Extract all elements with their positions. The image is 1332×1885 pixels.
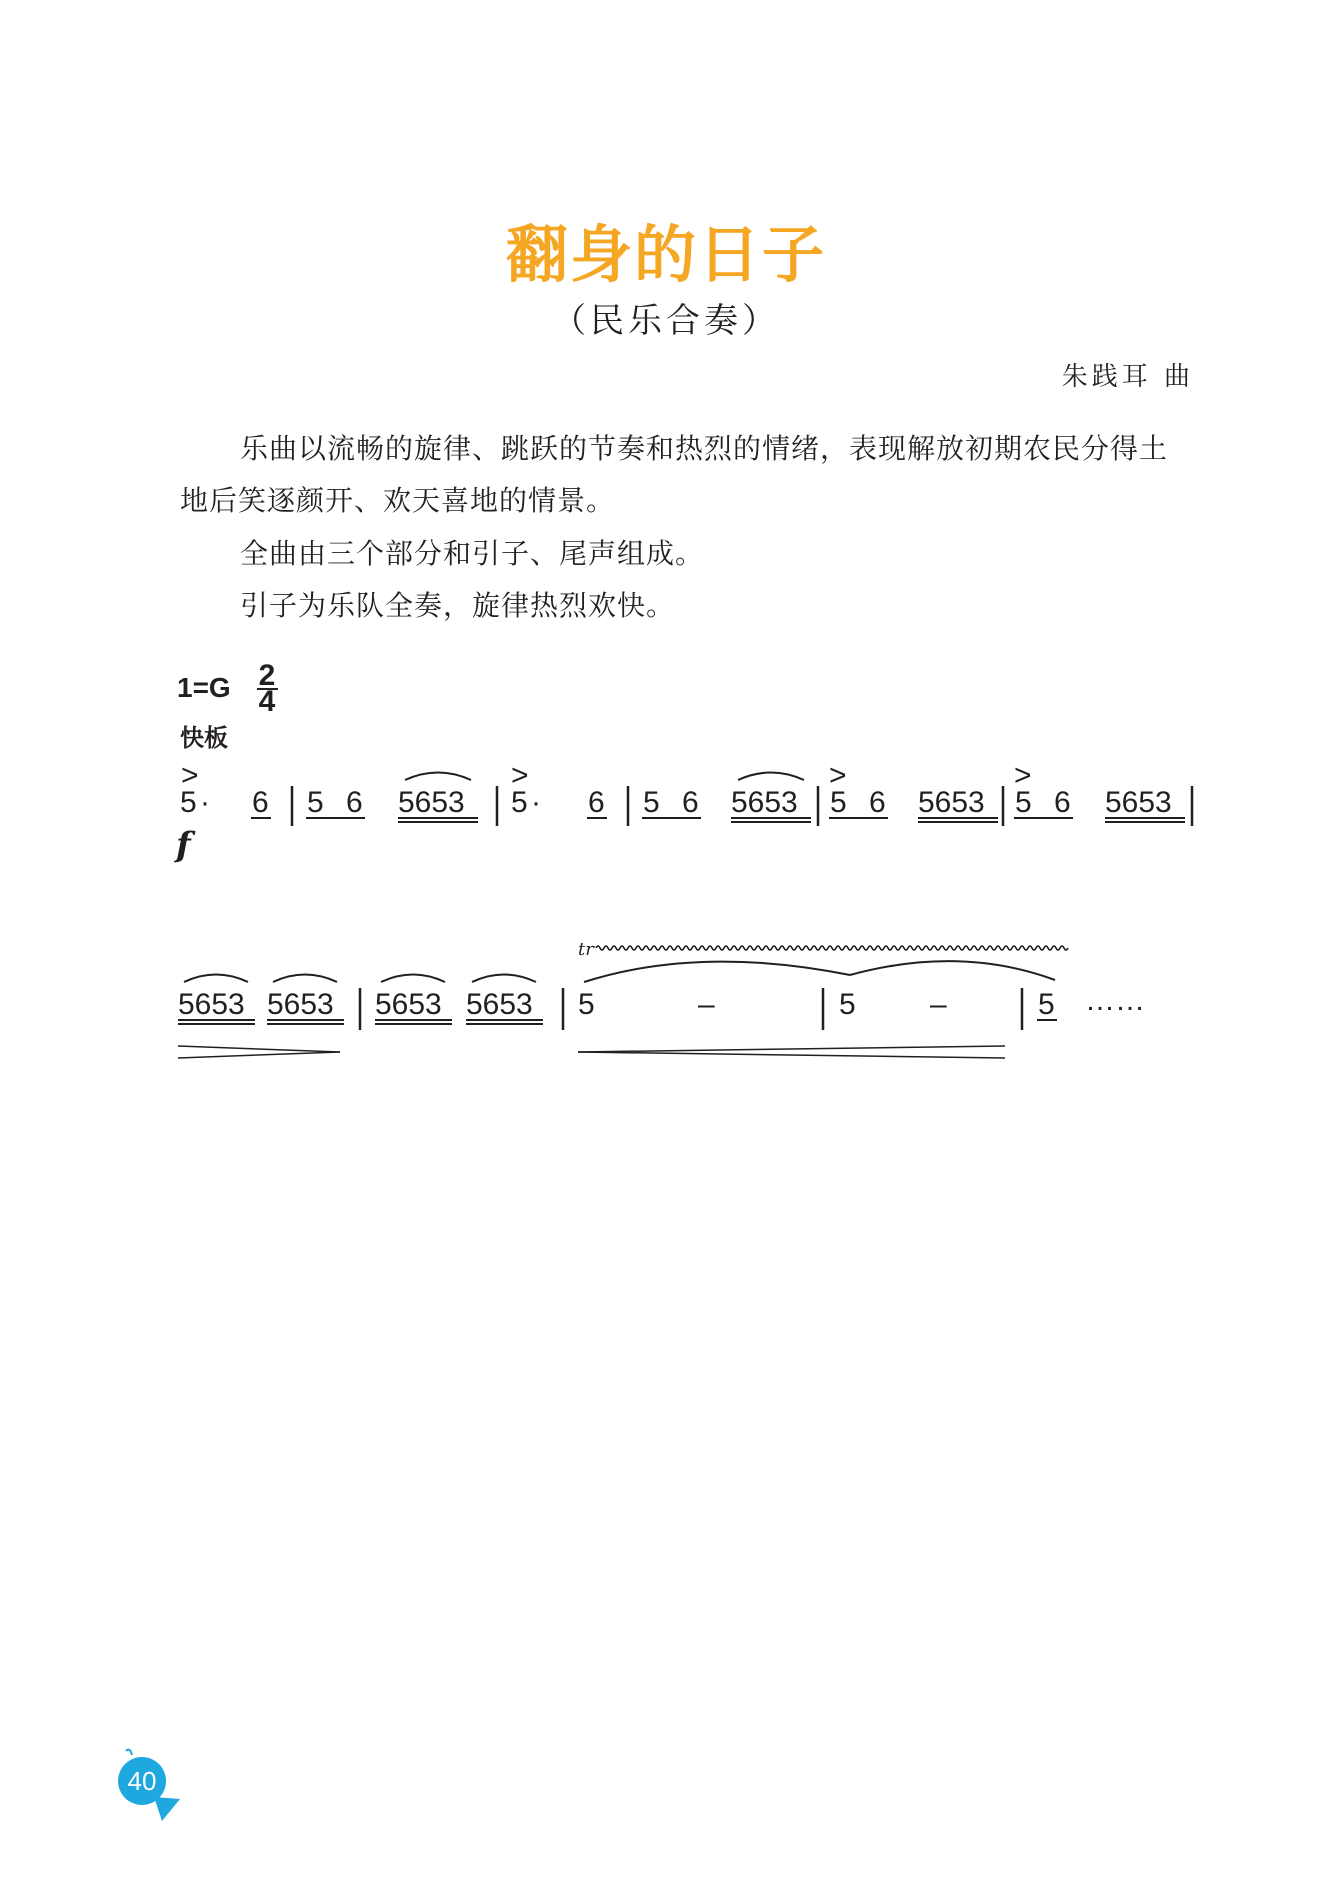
note: 5: [511, 786, 528, 819]
note: 5: [307, 786, 324, 819]
accent-mark: >: [511, 759, 529, 792]
dynamic-forte: f: [176, 825, 191, 865]
note-group: 5653: [466, 988, 533, 1021]
note-group: 5653: [375, 988, 442, 1021]
time-sig-bottom: 4: [258, 685, 276, 718]
key-label: 1=G: [177, 672, 231, 703]
note-group: 5653: [731, 786, 798, 819]
dot: ·: [200, 786, 210, 819]
note: 5: [839, 988, 856, 1021]
note: 6: [588, 786, 605, 819]
page-title: 翻身的日子: [505, 218, 826, 291]
accent-mark: >: [829, 759, 847, 792]
dot: ·: [531, 786, 541, 819]
accent-mark: >: [181, 759, 199, 792]
introduction-paragraph: 引子为乐队全奏，旋律热烈欢快。: [240, 589, 676, 622]
ellipsis: ……: [1085, 984, 1145, 1017]
composer-credit: 朱践耳 曲: [1061, 362, 1194, 392]
note: 5: [1038, 988, 1055, 1021]
intro-paragraph: 乐曲以流畅的旋律、跳跃的节奏和热烈的情绪，表现解放初期农民分得土地后笑逐颜开、欢天喜地的情景。: [180, 432, 1169, 517]
trill-wavy-line: [596, 946, 1068, 950]
note: 6: [869, 786, 886, 819]
trill-mark: tr: [578, 939, 594, 960]
note: 5: [643, 786, 660, 819]
note-group: 5653: [398, 786, 465, 819]
note-group: 5653: [178, 988, 245, 1021]
note: 6: [346, 786, 363, 819]
decrescendo-hairpin: [178, 1046, 340, 1058]
note-group: 5653: [267, 988, 334, 1021]
page-number: 40: [127, 1766, 157, 1796]
note: 5: [180, 786, 197, 819]
tempo-marking: 快板: [180, 724, 228, 752]
page-subtitle: （民乐合奏）: [552, 301, 780, 341]
note: 6: [682, 786, 699, 819]
crescendo-hairpin: [578, 1046, 1005, 1058]
note: 5: [1015, 786, 1032, 819]
note-group: 5653: [1105, 786, 1172, 819]
accent-mark: >: [1014, 759, 1032, 792]
note: 6: [1054, 786, 1071, 819]
note: 6: [252, 786, 269, 819]
time-sig-top: 2: [258, 659, 276, 692]
dash: –: [698, 988, 715, 1021]
note-group: 5653: [918, 786, 985, 819]
note: 5: [578, 988, 595, 1021]
page-number-badge: [118, 1745, 188, 1825]
note: 5: [830, 786, 847, 819]
structure-paragraph: 全曲由三个部分和引子、尾声组成。: [240, 537, 705, 570]
dash: –: [930, 988, 947, 1021]
